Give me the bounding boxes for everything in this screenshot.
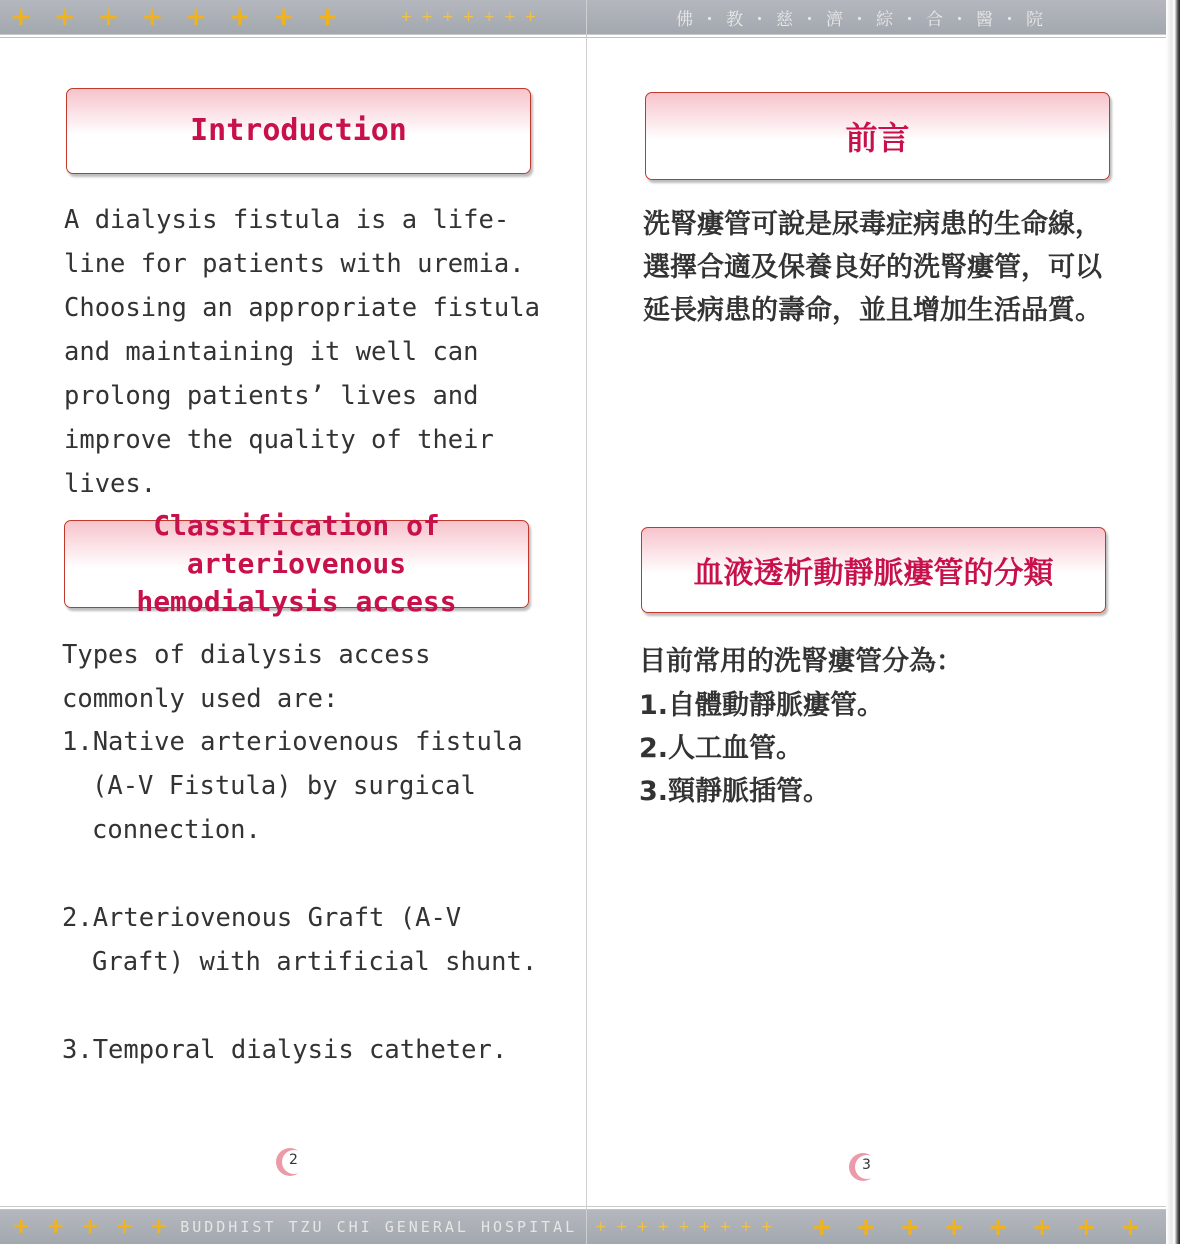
plus-ornament-icon: + [899, 1213, 920, 1241]
plus-ornament-icon: + [46, 1214, 65, 1239]
list-item: 3.頸靜脈插管。 [639, 776, 831, 807]
plus-ornament-icon: + [421, 9, 433, 25]
header-rule [587, 34, 1180, 38]
introduction-paragraph: A dialysis fistula is a life-line for patients with uremia. Choosing an appropriate fistula and maintaining it well can prolong patients’ lives and improve the quality of their lives. [64, 205, 540, 499]
plus-ornament-icon: + [149, 1214, 169, 1239]
plus-ornament-icon: + [524, 9, 537, 25]
plus-ornament-icon: + [1032, 1213, 1053, 1241]
plus-ornament-icon: + [272, 2, 295, 32]
plus-ornament-icon: + [400, 9, 413, 25]
plus-ornament-icon: + [760, 1219, 773, 1235]
classification-heading-box [64, 509, 529, 618]
access-types-list [62, 720, 562, 1072]
hospital-name-header: 佛・教・慈・濟・綜・合・醫・院 [676, 9, 1051, 30]
plus-ornament-icon: + [677, 1219, 690, 1235]
left-header-band [0, 0, 586, 34]
right-header-band [587, 0, 1180, 34]
preface-heading: 前言 [845, 119, 910, 157]
list-item: 1.Native arteriovenous fistula (A-V Fistula) by surgical connection. [62, 727, 523, 845]
preface-paragraph: 洗腎瘻管可說是尿毒症病患的生命線，選擇合適及保養良好的洗腎瘻管，可以延長病患的壽命，並且增加生活品質。 [643, 209, 1102, 326]
plus-ornament-icon: + [97, 2, 120, 32]
classification-zh-heading-box [641, 527, 1106, 613]
plus-ornament-icon: + [988, 1213, 1009, 1241]
plus-ornament-icon: + [228, 2, 251, 32]
types-intro-zh: 目前常用的洗腎瘻管分為： [639, 646, 963, 677]
plus-ornament-icon: + [1076, 1213, 1097, 1241]
plus-ornament-icon: + [636, 1219, 649, 1235]
plus-ornament-icon: + [740, 1219, 752, 1235]
plus-ornament-icon: + [811, 1213, 832, 1241]
list-item: 2.人工血管。 [639, 733, 804, 764]
hospital-name-footer: BUDDHIST TZU CHI GENERAL HOSPITAL [180, 1218, 578, 1236]
list-item: 3.Temporal dialysis catheter. [62, 1035, 508, 1065]
plus-ornament-icon: + [10, 2, 32, 32]
plus-ornament-icon: + [316, 2, 339, 32]
plus-ornament-icon: + [12, 1214, 31, 1239]
introduction-heading: Introduction [190, 113, 407, 148]
access-types-list-zh [639, 684, 1109, 813]
page-number-3: 3 [849, 1153, 879, 1183]
introduction-heading-box [66, 88, 531, 174]
plus-ornament-icon: + [185, 2, 207, 32]
plus-ornament-icon: + [483, 9, 496, 25]
left-page [0, 0, 586, 1244]
plus-ornament-icon: + [595, 1219, 607, 1235]
preface-heading-box [645, 92, 1110, 180]
plus-ornament-icon: + [141, 2, 164, 32]
types-intro: Types of dialysis access commonly used are: [62, 640, 431, 714]
header-rule [0, 34, 586, 38]
plus-ornament-icon: + [698, 1219, 711, 1235]
plus-ornament-icon: + [943, 1213, 965, 1241]
plus-ornament-icon: + [504, 9, 516, 25]
list-item: 1.自體動靜脈瘻管。 [639, 690, 885, 721]
plus-ornament-icon: + [657, 1219, 669, 1235]
classification-heading-line1: Classification of arteriovenous [153, 509, 440, 580]
left-footer-band [0, 1210, 586, 1244]
plus-ornament-icon: + [441, 9, 454, 25]
plus-ornament-icon: + [855, 1213, 876, 1241]
plus-ornament-icon: + [719, 1219, 732, 1235]
plus-ornament-icon: + [80, 1214, 100, 1239]
right-page [586, 0, 1180, 1244]
plus-ornament-icon: + [615, 1219, 628, 1235]
right-footer-band [587, 1210, 1180, 1244]
classification-heading-line2: hemodialysis access [136, 585, 457, 618]
plus-ornament-icon: + [1120, 1213, 1141, 1241]
plus-ornament-icon: + [53, 2, 76, 32]
classification-zh-heading: 血液透析動靜脈瘻管的分類 [693, 556, 1054, 591]
plus-ornament-icon: + [115, 1214, 134, 1239]
list-item: 2.Arteriovenous Graft (A-V Graft) with artificial shunt. [62, 903, 538, 977]
page-number-2: 2 [276, 1148, 306, 1178]
plus-ornament-icon: + [462, 9, 475, 25]
